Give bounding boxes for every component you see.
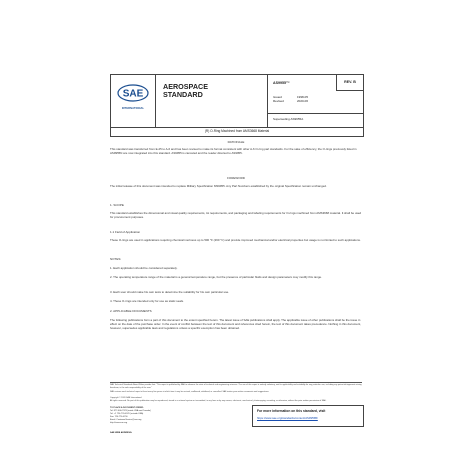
footnote-copyright: Copyright © 2020 SAE International [110,397,142,399]
foreword-text: The initial release of this document was intended to replace Military Specification MS9955. Any Part Numbers established by the original Specification remain unchanged. [110,184,327,188]
logo-text: SAE [122,88,144,100]
field-heading: 1.1 Field of Application [110,230,141,234]
note-item: 3. Each user should make his own tests to determine the suitability for his own particular use. [110,290,230,294]
note-item: 2. The operating temperature range of the material is a general temperature range, but the presence of particular fluids and design parameters may modify this range. [110,275,322,279]
footnote-rights: All rights reserved. No part of this publication may be reproduced, stored in a retrieval system or transmitted, in any form or by any means, electronic, mechanical, photocopying, recording, or otherwise, without the prior written permission of SAE. [110,400,327,402]
order-contact [110,407,250,424]
note-item: 1. Each application should be considered separately. [110,266,178,270]
contact-tel-2: Tel: +1 724-776-4970 (outside USA) [110,412,144,415]
applicable-text: The following publications form a part of this document to the extent specified herein. The latest issue of SAE publications shall apply. The applicable issue of other publications shall be the issue in effect on the date of the purchase order. In the event of conflict between the text of this document and references cited herein, the text of this document takes precedence. Nothing in this document, however, supersedes applicable laws and regulations unless a specific exemption has been obtained. [110,318,361,331]
notes-heading: NOTES: [110,257,122,261]
field-text: These O-rings are used in applications requiring chemical inertness up to 500 °F (260 °C) and provide improved mechanical and/or electrical properties but usage is not limited to such applications. [110,238,361,242]
logo-cell [111,75,156,127]
contact-web: http://www.sae.org [110,421,128,424]
rationale-heading: RATIONALE [227,140,245,144]
title-line-2: STANDARD [163,90,203,100]
superseding-note: Superseding AS9955A [267,113,363,124]
document-title: (R) O-Ring Machined from AMS3668 Material [110,126,364,137]
sae-logo-icon [117,81,149,105]
scope-heading: 1. SCOPE [110,203,124,207]
document-type [163,83,208,100]
standard-link[interactable]: https://www.sae.org/standards/content/AS9955B/ [257,416,318,420]
issue-dates [273,95,308,103]
scope-text: This standard establishes the dimensional and visual quality requirements, lot requirements, and packaging and labeling requirements for O-rings machined from AMS3668 material. It shall be used for procurement purposes. [110,211,362,220]
foreword-heading: FOREWORD [227,176,245,180]
document-header [110,74,364,128]
issued-label: Issued [273,95,282,99]
title-cell [155,75,268,127]
rationale-text: This standard was transferred from E-25 to A-6 and has been revised to make its format consistent with other A-6 O-ring part standards. For the sake of efficiency, the O-rings previously listed in AS9955N are now integrated into this standard. AS9955 is canceled and the reader directed to AS9955. [110,147,357,156]
more-info-title: For more information on this standard, visit [257,409,326,413]
footnote-review: SAE reviews each technical report at least every five years at which time it may be revised, reaffirmed, stabilized, or cancelled. SAE invites your written comments and suggestions. [110,391,270,393]
contact-email: Email: CustomerService@sae.org [110,418,142,421]
revised-value: 2020-06 [297,99,309,104]
issued-value: 1998-05 [297,95,309,99]
footnote-rules: SAE Technical Standards Board Rules provide that: "This report is published by SAE to advance the state of technical and engineering sciences. The use of this report is entirely voluntary, and its applicability and suitability for any particular use, including any patent infringement arising therefrom, is the sole responsibility of the user." [110,384,362,389]
applicable-heading: 2. APPLICABLE DOCUMENTS [110,309,152,313]
contact-heading: TO PLACE A DOCUMENT ORDER: [110,407,144,409]
title-line-1: AEROSPACE [163,82,208,91]
more-info-box [252,405,364,427]
footer-rule [110,382,362,383]
revision-label: REV. B [336,75,363,91]
contact-tel: Tel: 877-606-7323 (inside USA and Canada) [110,409,151,412]
document-number: AS9955™ [273,81,290,85]
logo-subtext: INTERNATIONAL [121,107,145,110]
note-item: 4. These O-rings are intended only for use as static seals. [110,299,184,303]
document-number-cell [267,75,363,127]
contact-fax: Fax: 724-776-0790 [110,415,128,418]
revised-label: Revised [273,99,284,104]
web-address-label: SAE WEB ADDRESS: [110,432,133,434]
